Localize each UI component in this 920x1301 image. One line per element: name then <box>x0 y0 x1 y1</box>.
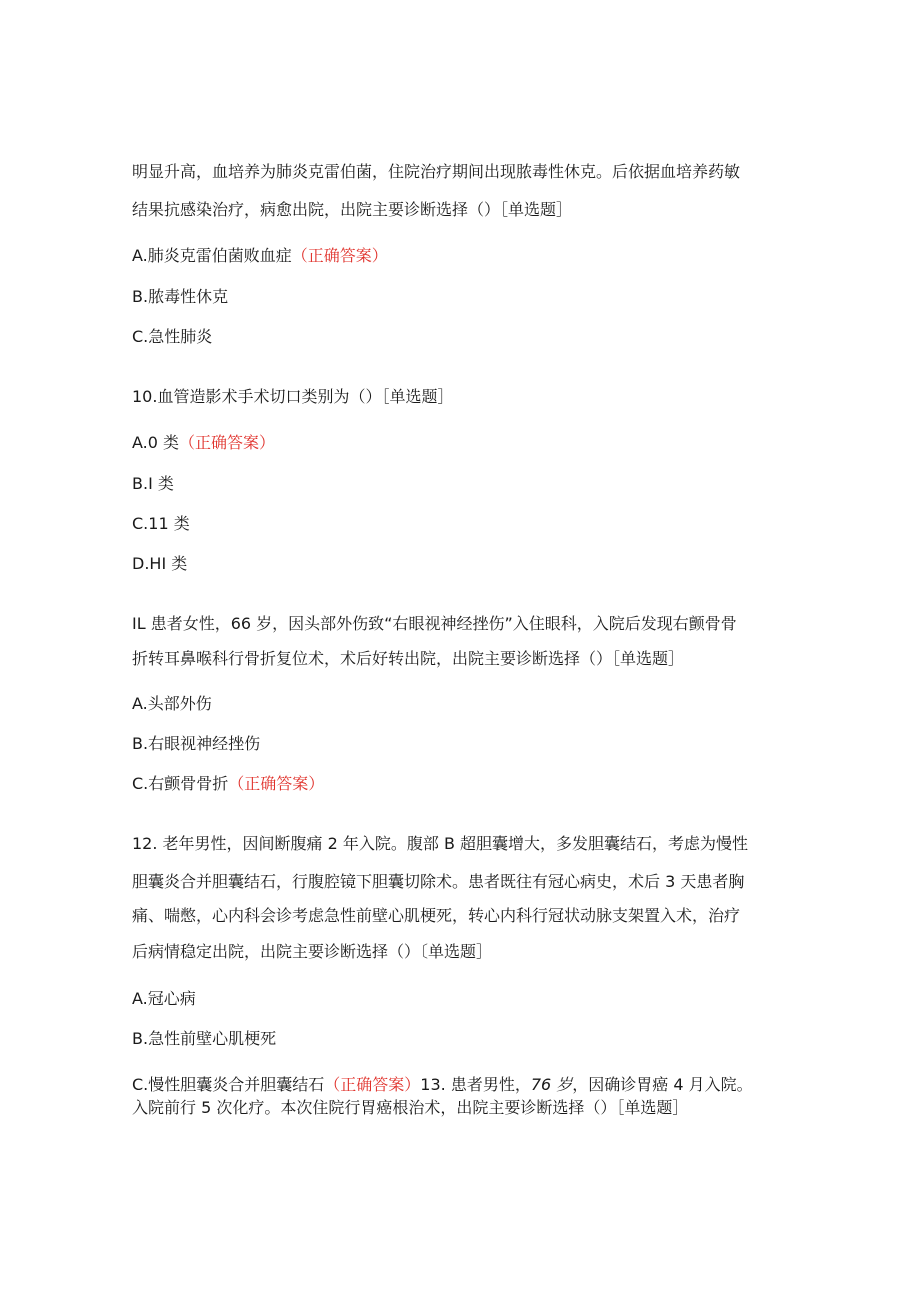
q9-stem-line-2: 结果抗感染治疗，病愈出院，出院主要诊断选择（）［单选题］ <box>132 200 573 219</box>
option-text: A.肺炎克雷伯菌败血症 <box>132 246 292 265</box>
option-text: A.0 类 <box>132 433 180 452</box>
q12-option-b[interactable] <box>132 1028 792 1050</box>
correct-answer-mark: （正确答案） <box>324 1075 421 1094</box>
correct-answer-mark: （正确答案） <box>228 774 325 793</box>
q11-option-c[interactable] <box>132 773 792 795</box>
q13-stem-part-2: ，因确诊胃癌 4 月入院。 <box>572 1075 753 1094</box>
q13-stem-age: 76 岁 <box>530 1075 573 1094</box>
option-text: B.I 类 <box>132 474 174 493</box>
q9-option-c[interactable] <box>132 326 792 348</box>
q10-option-a[interactable] <box>132 432 792 454</box>
correct-answer-mark: （正确答案） <box>291 246 388 265</box>
q9-option-a[interactable] <box>132 245 792 267</box>
q10-option-b[interactable] <box>132 473 792 495</box>
option-text: B.急性前壁心肌梗死 <box>132 1029 277 1048</box>
q13-stem-line-2: 入院前行 5 次化疗。本次住院行胃癌根治术，出院主要诊断选择（）［单选题］ <box>132 1098 689 1117</box>
q10-option-c[interactable] <box>132 513 792 535</box>
option-text: C.急性肺炎 <box>132 327 213 346</box>
q11-stem-line-1: IL 患者女性，66 岁，因头部外伤致“右眼视神经挫伤”入住眼科，入院后发现右颤骨骨 <box>132 614 737 633</box>
option-text: D.HI 类 <box>132 554 188 573</box>
option-text: B.脓毒性休克 <box>132 287 229 306</box>
q12-stem-line-4: 后病情稳定出院，出院主要诊断选择（）〔单选题］ <box>132 942 493 961</box>
option-text: C.11 类 <box>132 514 190 533</box>
q9-option-b[interactable] <box>132 286 792 308</box>
q12-option-a[interactable] <box>132 988 792 1010</box>
option-text: A.冠心病 <box>132 989 196 1008</box>
q12-stem-line-1: 12. 老年男性，因间断腹痛 2 年入院。腹部 B 超胆囊增大，多发胆囊结石，考虑为慢性 <box>132 834 749 853</box>
q12-option-c-and-q13-stem-line-1 <box>132 1074 792 1096</box>
correct-answer-mark: （正确答案） <box>179 433 276 452</box>
q11-option-a[interactable] <box>132 693 792 715</box>
q12-option-c[interactable]: C.慢性胆囊炎合并胆囊结石 <box>132 1075 325 1094</box>
q12-stem-line-3: 痛、喘憋，心内科会诊考虑急性前壁心肌梗死，转心内科行冠状动脉支架置入术，治疗 <box>132 906 741 925</box>
q11-stem-line-2: 折转耳鼻喉科行骨折复位术，术后好转出院，出院主要诊断选择（）［单选题］ <box>132 649 685 668</box>
q11-option-b[interactable] <box>132 733 792 755</box>
option-text: C.右颤骨骨折 <box>132 774 229 793</box>
q10-stem: 10.血管造影术手术切口类别为（）［单选题］ <box>132 387 454 406</box>
q12-stem-line-2: 胆囊炎合并胆囊结石，行腹腔镜下胆囊切除术。患者既往有冠心病史，术后 3 天患者胸 <box>132 872 745 891</box>
q9-stem-line-1: 明显升高，血培养为肺炎克雷伯菌，住院治疗期间出现脓毒性休克。后依据血培养药敏 <box>132 162 741 181</box>
option-text: A.头部外伤 <box>132 694 212 713</box>
q13-stem-part-1: 13. 患者男性， <box>420 1075 531 1094</box>
q10-option-d[interactable] <box>132 553 792 575</box>
option-text: B.右眼视神经挫伤 <box>132 734 261 753</box>
